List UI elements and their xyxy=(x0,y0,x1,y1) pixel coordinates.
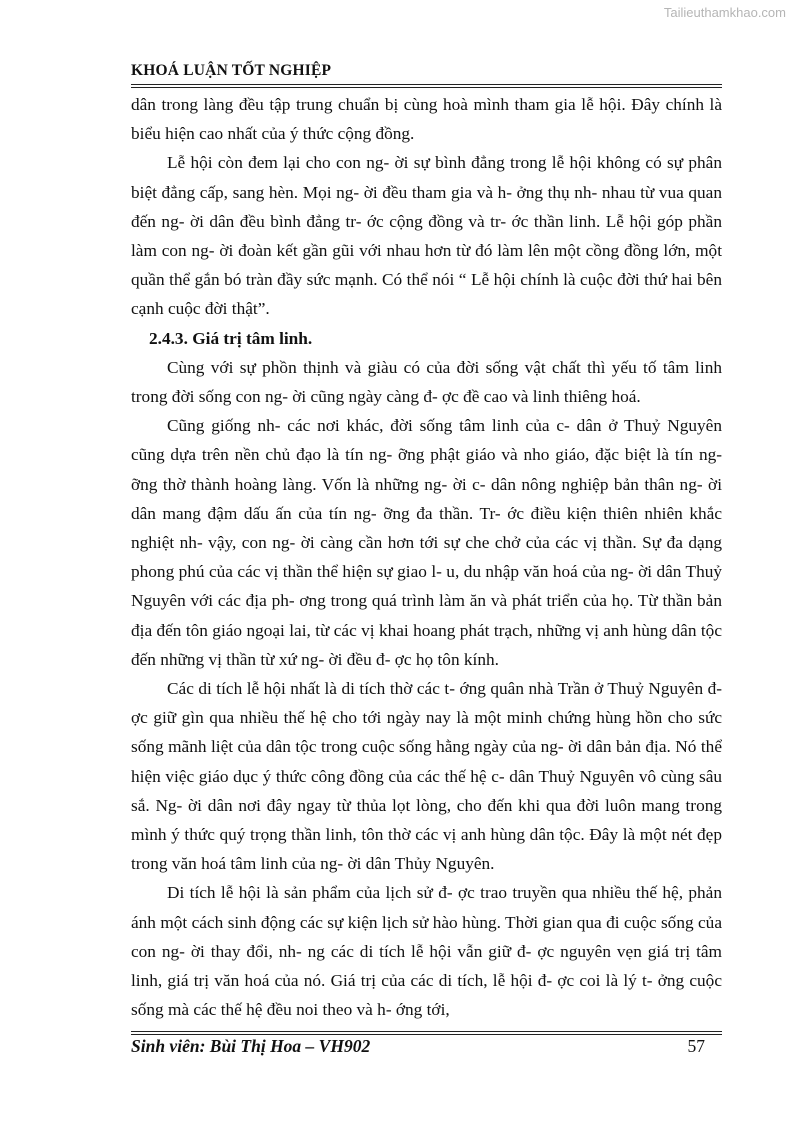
page-header-title: KHOÁ LUẬN TỐT NGHIỆP xyxy=(131,62,332,79)
page-number: 57 xyxy=(687,1036,705,1056)
paragraph: Di tích lễ hội là sản phẩm của lịch sử đ- ợc trao truyền qua nhiều thế hệ, phản ánh một cách sinh động các sự kiện lịch sử hào hùng. Thời gian qua đi cuộc sống của con ng- ời thay đổi, nh- ng các di tích lễ hội vẫn giữ đ- ợc nguyên vẹn giá trị tâm linh, giá trị văn hoá của nó. Giá trị của các di tích, lễ hội đ- ợc coi là lý t- ởng cuộc sống mà các thế hệ đều noi theo và h- ớng tới, xyxy=(131,883,722,1020)
paragraph: Cùng với sự phồn thịnh và giàu có của đời sống vật chất thì yếu tố tâm linh trong đời sống con ng- ời cũng ngày càng đ- ợc đề cao và linh thiêng hoá. xyxy=(131,357,722,407)
paragraph: Lễ hội còn đem lại cho con ng- ời sự bình đẳng trong lễ hội không có sự phân biệt đẳng cấp, sang hèn. Mọi ng- ời đều tham gia và h- ởng thụ nh- nhau từ vua quan đến ng- ời dân đều bình đẳng tr- ớc cộng đồng và tr- ớc thần linh. Lễ hội góp phần làm con ng- ời đoàn kết gần gũi với nhau hơn từ đó làm lên một cồng đồng lớn, một quần thể gắn bó tràn đầy sức mạnh. Có thể nói “ Lễ hội chính là cuộc đời thứ hai bên cạnh cuộc đời thật”. xyxy=(131,153,722,319)
paragraph-continued: dân trong làng đều tập trung chuẩn bị cùng hoà mình tham gia lễ hội. Đây chính là biểu hiện cao nhất của ý thức cộng đồng. xyxy=(131,95,722,144)
paragraph: Cũng giống nh- các nơi khác, đời sống tâm linh của c- dân ở Thuỷ Nguyên cũng dựa trên nền chủ đạo là tín ng- ỡng phật giáo và nho giáo, đặc biệt là tín ng- ỡng thờ thành hoàng làng. Vốn là những ng- ời c- dân nông nghiệp bản thân ng- ời dân mang đậm dấu ấn của tín ng- ỡng đa thần. Tr- ớc điều kiện thiên nhiên khắc nghiệt nh- vậy, con ng- ời càng cần hơn tới sự che chở của các vị thần. Sự đa dạng phong phú của các vị thần thể hiện sự giao l- u, du nhập văn hoá của ng- ời dân Thuỷ Nguyên với các địa ph- ơng trong quá trình làm ăn và phát triển của họ. Từ thần bản địa đến tôn giáo ngoại lai, từ các vị khai hoang phát trạch, những vị anh hùng dân tộc đến những vị thần từ xứ ng- ời đều đ- ợc họ tôn kính. xyxy=(131,416,722,669)
section-heading: 2.4.3. Giá trị tâm linh. xyxy=(149,328,313,348)
page-footer xyxy=(131,1036,705,1057)
paragraph: Các di tích lễ hội nhất là di tích thờ các t- ớng quân nhà Trần ở Thuỷ Nguyên đ- ợc giữ gìn qua nhiều thế hệ cho tới ngày nay là một minh chứng hùng hồn cho sức sống mãnh liệt của dân tộc trong cuộc sống hằng ngày của ng- ời dân bản địa. Nó thể hiện việc giáo dục ý thức công đồng của các thế hệ c- dân Thuỷ Nguyên vô cùng sâu sắ. Ng- ời dân nơi đây ngay từ thủa lọt lòng, cho đến khi qua đời luôn mang trong mình ý thức quý trọng thần linh, tôn thờ các vị anh hùng dân tộc. Đây là một nét đẹp trong văn hoá tâm linh của ng- ời dân Thủy Nguyên. xyxy=(131,679,722,874)
watermark: Tailieuthamkhao.com xyxy=(663,5,786,20)
footer-student: Sinh viên: Bùi Thị Hoa – VH902 xyxy=(131,1036,371,1056)
page-frame xyxy=(131,56,722,1031)
header-divider xyxy=(131,84,722,88)
body-text xyxy=(131,90,722,1025)
footer-divider xyxy=(131,1031,722,1035)
